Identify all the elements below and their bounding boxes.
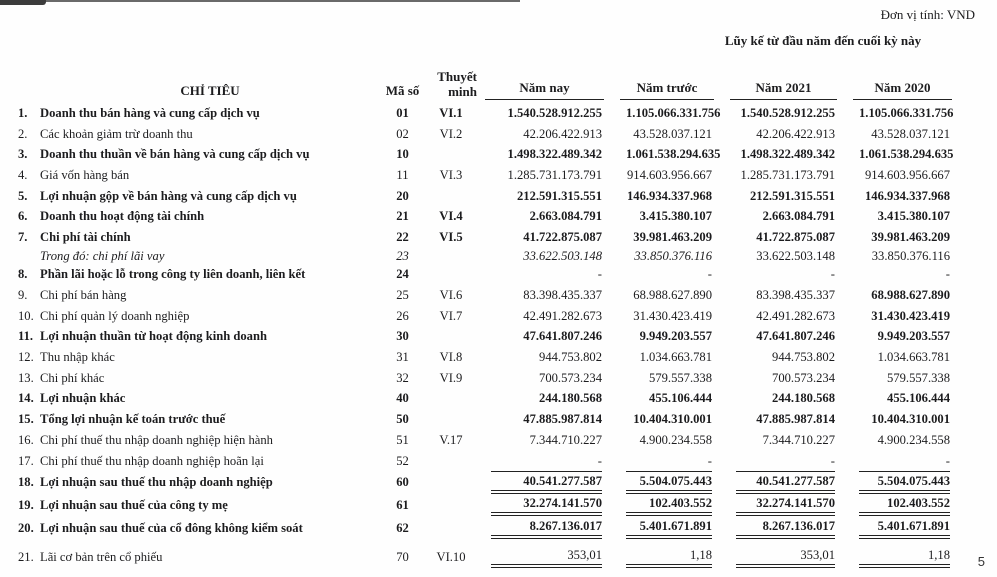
cell-value: - — [945, 267, 950, 282]
row-note: VI.9 — [439, 370, 463, 385]
value-nam-nay — [477, 124, 612, 145]
value-nam-2020 — [845, 347, 960, 368]
cell-value: 10.404.310.001 — [871, 412, 950, 427]
value-nam-2020 — [845, 206, 960, 227]
value-nam-2021 — [722, 306, 845, 327]
header-nam-2021: Năm 2021 — [722, 56, 845, 100]
row-label: Chi phí quản lý doanh nghiệp — [40, 308, 190, 323]
cell-value: 1.285.731.173.791 — [507, 168, 602, 183]
value-nam-nay — [477, 494, 612, 517]
value-nam-2021 — [722, 368, 845, 389]
row-number: 8. — [18, 267, 28, 282]
value-nam-2020 — [845, 326, 960, 347]
value-nam-2021 — [722, 206, 845, 227]
table-row — [0, 368, 997, 389]
cell-value: 102.403.552 — [859, 495, 950, 517]
value-nam-nay — [477, 471, 612, 494]
row-number: 15. — [18, 412, 34, 427]
cell-value: 455.106.444 — [887, 391, 950, 406]
value-nam-2021 — [722, 285, 845, 306]
cell-value: - — [830, 267, 835, 282]
row-note: VI.10 — [436, 549, 466, 564]
header-spacer — [0, 56, 40, 100]
row-number: 21. — [18, 549, 34, 564]
row-note: VI.4 — [439, 209, 463, 224]
row-code: 30 — [396, 329, 409, 344]
value-nam-nay — [477, 206, 612, 227]
value-nam-truoc — [612, 124, 722, 145]
value-nam-2020 — [845, 103, 960, 124]
row-code: 22 — [396, 230, 409, 245]
value-nam-truoc — [612, 206, 722, 227]
page-number: 5 — [977, 554, 985, 569]
value-nam-truoc — [612, 494, 722, 517]
cell-value: 41.722.875.087 — [523, 230, 602, 245]
row-code: 11 — [396, 168, 409, 183]
row-number: 3. — [18, 147, 28, 162]
cell-value: 68.988.627.890 — [633, 288, 712, 303]
cell-value: 914.603.956.667 — [864, 168, 950, 183]
cell-value: 1.498.322.489.342 — [740, 147, 835, 162]
row-note: VI.3 — [439, 168, 463, 183]
value-nam-truoc — [612, 227, 722, 248]
value-nam-nay — [477, 326, 612, 347]
row-code: 52 — [396, 453, 409, 468]
row-code: 02 — [396, 126, 409, 141]
value-nam-2021 — [722, 545, 845, 569]
row-label: Chi phí bán hàng — [40, 288, 127, 303]
cell-value: 47.885.987.814 — [756, 412, 835, 427]
row-note: VI.7 — [439, 308, 463, 323]
row-label: Doanh thu bán hàng và cung cấp dịch vụ — [40, 106, 260, 121]
cell-value: 1.105.066.331.756 — [859, 106, 954, 121]
value-nam-truoc — [612, 144, 722, 165]
value-nam-2021 — [722, 347, 845, 368]
row-label: Tổng lợi nhuận kế toán trước thuế — [40, 412, 226, 427]
value-nam-truoc — [612, 264, 722, 285]
value-nam-truoc — [612, 165, 722, 186]
row-label: Doanh thu thuần về bán hàng và cung cấp dịch vụ — [40, 147, 310, 162]
row-code: 01 — [396, 106, 409, 121]
table-row — [0, 227, 997, 248]
value-nam-truoc — [612, 326, 722, 347]
cell-value: 31.430.423.419 — [871, 308, 950, 323]
table-row — [0, 165, 997, 186]
row-number: 14. — [18, 391, 34, 406]
cell-value: 4.900.234.558 — [877, 432, 950, 447]
cell-value: 32.274.141.570 — [736, 495, 835, 517]
row-code: 32 — [396, 370, 409, 385]
cell-value: 2.663.084.791 — [529, 209, 602, 224]
cell-value: 1.105.066.331.756 — [626, 106, 721, 121]
cell-value: 244.180.568 — [772, 391, 835, 406]
cell-value: 33.850.376.116 — [871, 249, 950, 264]
value-nam-2020 — [845, 186, 960, 207]
value-nam-nay — [477, 545, 612, 569]
cell-value: 7.344.710.227 — [762, 432, 835, 447]
cell-value: 5.401.671.891 — [859, 518, 950, 540]
row-note: V.17 — [439, 432, 463, 447]
value-nam-2021 — [722, 326, 845, 347]
cell-value: 1.034.663.781 — [639, 350, 712, 365]
cell-value: 244.180.568 — [539, 391, 602, 406]
cell-value: 1,18 — [626, 546, 712, 568]
value-nam-truoc — [612, 186, 722, 207]
value-nam-2021 — [722, 248, 845, 266]
cumulative-period-header — [688, 33, 958, 49]
cell-value: - — [597, 267, 602, 282]
cell-value: 212.591.315.551 — [516, 188, 602, 203]
value-nam-truoc — [612, 409, 722, 430]
cell-value: 5.504.075.443 — [859, 471, 950, 494]
row-label: Lợi nhuận sau thuế của công ty mẹ — [40, 498, 228, 513]
cell-value: 42.491.282.673 — [756, 308, 835, 323]
table-body — [0, 103, 997, 569]
value-nam-2021 — [722, 388, 845, 409]
cell-value: 944.753.802 — [539, 350, 602, 365]
cell-value: 700.573.234 — [772, 370, 835, 385]
value-nam-2020 — [845, 471, 960, 494]
unit-label: Đơn vị tính: VND — [880, 7, 975, 22]
row-note: VI.1 — [439, 106, 463, 121]
cell-value: 68.988.627.890 — [871, 288, 950, 303]
cell-value: 102.403.552 — [626, 495, 712, 517]
row-note: VI.5 — [439, 230, 463, 245]
scan-artifact-blob — [0, 0, 46, 5]
cell-value: 1.061.538.294.635 — [859, 147, 954, 162]
value-nam-truoc — [612, 517, 722, 540]
cell-value: 83.398.435.337 — [523, 288, 602, 303]
value-nam-nay — [477, 388, 612, 409]
value-nam-nay — [477, 347, 612, 368]
row-number: 2. — [18, 126, 28, 141]
row-label: Phần lãi hoặc lỗ trong công ty liên doanh, liên kết — [40, 267, 306, 282]
row-number: 18. — [18, 475, 34, 490]
value-nam-truoc — [612, 103, 722, 124]
row-number: 12. — [18, 350, 34, 365]
cell-value: 353,01 — [736, 546, 835, 568]
table-row — [0, 388, 997, 409]
table-header-row — [0, 56, 997, 100]
table-row — [0, 264, 997, 285]
table-row — [0, 347, 997, 368]
row-code: 24 — [396, 267, 409, 282]
cell-value: 39.981.463.209 — [633, 230, 712, 245]
row-label: Lợi nhuận sau thuế thu nhập doanh nghiệp — [40, 475, 273, 490]
row-code: 10 — [396, 147, 409, 162]
value-nam-nay — [477, 227, 612, 248]
cell-value: 39.981.463.209 — [871, 230, 950, 245]
cell-value: 2.663.084.791 — [762, 209, 835, 224]
row-code: 60 — [396, 475, 409, 490]
cell-value: 579.557.338 — [649, 370, 712, 385]
table-row — [0, 451, 997, 472]
row-label: Lợi nhuận thuần từ hoạt động kinh doanh — [40, 329, 267, 344]
row-label: Giá vốn hàng bán — [40, 168, 130, 183]
header-code: Mã số — [385, 83, 420, 98]
value-nam-2021 — [722, 124, 845, 145]
value-nam-nay — [477, 186, 612, 207]
value-nam-2021 — [722, 103, 845, 124]
row-note: VI.6 — [439, 288, 463, 303]
cell-value: 32.274.141.570 — [491, 495, 602, 517]
cell-value: 1.285.731.173.791 — [740, 168, 835, 183]
row-code: 25 — [396, 288, 409, 303]
value-nam-2021 — [722, 517, 845, 540]
row-code: 21 — [396, 209, 409, 224]
cell-value: 9.949.203.557 — [639, 329, 712, 344]
row-code: 62 — [396, 521, 409, 536]
table-row — [0, 124, 997, 145]
row-code: 26 — [396, 308, 409, 323]
row-number: 1. — [18, 106, 28, 121]
cell-value: 1.034.663.781 — [877, 350, 950, 365]
row-label: Lợi nhuận sau thuế của cổ đông không kiểm soát — [40, 521, 303, 536]
table-row — [0, 206, 997, 227]
row-number: 10. — [18, 308, 34, 323]
value-nam-2020 — [845, 124, 960, 145]
cell-value: 47.641.807.246 — [756, 329, 835, 344]
table-row — [0, 409, 997, 430]
cumulative-period-text: Lũy kế từ đầu năm đến cuối kỳ này — [724, 33, 922, 48]
value-nam-2021 — [722, 144, 845, 165]
cell-value: 8.267.136.017 — [491, 518, 602, 540]
cell-value: 43.528.037.121 — [871, 126, 950, 141]
value-nam-nay — [477, 409, 612, 430]
row-code: 70 — [396, 549, 409, 564]
cell-value: 1.498.322.489.342 — [507, 147, 602, 162]
header-note: Thuyết minh — [437, 69, 477, 99]
cell-value: 33.622.503.148 — [523, 249, 602, 264]
row-note: VI.2 — [439, 126, 463, 141]
row-number: 4. — [18, 168, 28, 183]
value-nam-2020 — [845, 545, 960, 569]
cell-value: 47.641.807.246 — [523, 329, 602, 344]
value-nam-truoc — [612, 388, 722, 409]
value-nam-nay — [477, 248, 612, 266]
value-nam-nay — [477, 306, 612, 327]
value-nam-2020 — [845, 409, 960, 430]
header-item: CHỈ TIÊU — [180, 83, 240, 98]
table-row — [0, 144, 997, 165]
value-nam-truoc — [612, 306, 722, 327]
value-nam-truoc — [612, 248, 722, 266]
cell-value: - — [597, 453, 602, 468]
table-row — [0, 517, 997, 540]
row-number: 17. — [18, 453, 34, 468]
value-nam-nay — [477, 430, 612, 451]
value-nam-2020 — [845, 285, 960, 306]
header-nam-truoc: Năm trước — [612, 56, 722, 100]
table-row — [0, 471, 997, 494]
row-code: 50 — [396, 412, 409, 427]
cell-value: 353,01 — [491, 546, 602, 568]
value-nam-truoc — [612, 368, 722, 389]
cell-value: 4.900.234.558 — [639, 432, 712, 447]
value-nam-2020 — [845, 517, 960, 540]
row-label: Chi phí tài chính — [40, 230, 131, 245]
table-row — [0, 540, 997, 569]
cell-value: 8.267.136.017 — [736, 518, 835, 540]
value-nam-2020 — [845, 388, 960, 409]
table-row — [0, 186, 997, 207]
value-nam-2021 — [722, 409, 845, 430]
value-nam-2021 — [722, 451, 845, 472]
cell-value: 5.401.671.891 — [626, 518, 712, 540]
cell-value: 10.404.310.001 — [633, 412, 712, 427]
scan-artifact-strip — [0, 0, 520, 2]
cell-value: 1.061.538.294.635 — [626, 147, 721, 162]
cell-value: 40.541.277.587 — [736, 471, 835, 494]
row-number: 9. — [18, 288, 28, 303]
value-nam-nay — [477, 144, 612, 165]
value-nam-nay — [477, 368, 612, 389]
value-nam-nay — [477, 165, 612, 186]
row-label: Chi phí khác — [40, 370, 105, 385]
row-label: Lãi cơ bản trên cổ phiếu — [40, 549, 163, 564]
row-number: 6. — [18, 209, 28, 224]
row-number: 20. — [18, 521, 34, 536]
cell-value: 33.850.376.116 — [634, 249, 712, 264]
cell-value: 43.528.037.121 — [633, 126, 712, 141]
value-nam-nay — [477, 451, 612, 472]
value-nam-2021 — [722, 227, 845, 248]
row-label: Các khoản giảm trừ doanh thu — [40, 126, 193, 141]
row-code: 51 — [396, 432, 409, 447]
table-row — [0, 248, 997, 265]
row-number: 16. — [18, 432, 34, 447]
cell-value: 31.430.423.419 — [633, 308, 712, 323]
value-nam-2020 — [845, 368, 960, 389]
value-nam-truoc — [612, 451, 722, 472]
value-nam-nay — [477, 264, 612, 285]
cell-value: 47.885.987.814 — [523, 412, 602, 427]
value-nam-2020 — [845, 264, 960, 285]
value-nam-2020 — [845, 430, 960, 451]
value-nam-truoc — [612, 285, 722, 306]
cell-value: 914.603.956.667 — [626, 168, 712, 183]
cell-value: 33.622.503.148 — [756, 249, 835, 264]
cell-value: - — [945, 453, 950, 468]
cell-value: 944.753.802 — [772, 350, 835, 365]
row-label: Doanh thu hoạt động tài chính — [40, 209, 205, 224]
value-nam-2020 — [845, 451, 960, 472]
value-nam-nay — [477, 103, 612, 124]
value-nam-truoc — [612, 347, 722, 368]
value-nam-nay — [477, 517, 612, 540]
cell-value: 212.591.315.551 — [749, 188, 835, 203]
value-nam-2020 — [845, 227, 960, 248]
row-label: Chi phí thuế thu nhập doanh nghiệp hoãn lại — [40, 453, 264, 468]
cell-value: 700.573.234 — [539, 370, 602, 385]
row-label: Chi phí thuế thu nhập doanh nghiệp hiện hành — [40, 432, 273, 447]
table-row — [0, 494, 997, 517]
cell-value: 1,18 — [859, 546, 950, 568]
value-nam-2020 — [845, 494, 960, 517]
row-code: 23 — [396, 249, 409, 264]
cell-value: - — [707, 453, 712, 468]
cell-value: 83.398.435.337 — [756, 288, 835, 303]
cell-value: 41.722.875.087 — [756, 230, 835, 245]
value-nam-2021 — [722, 430, 845, 451]
table-row — [0, 430, 997, 451]
value-nam-truoc — [612, 430, 722, 451]
row-code: 20 — [396, 188, 409, 203]
table-row — [0, 306, 997, 327]
cell-value: 455.106.444 — [649, 391, 712, 406]
table-row — [0, 103, 997, 124]
value-nam-nay — [477, 285, 612, 306]
value-nam-2021 — [722, 264, 845, 285]
row-code: 40 — [396, 391, 409, 406]
table-row — [0, 285, 997, 306]
table-row — [0, 326, 997, 347]
value-nam-2020 — [845, 248, 960, 266]
cell-value: 9.949.203.557 — [877, 329, 950, 344]
cell-value: 1.540.528.912.255 — [507, 106, 602, 121]
row-number: 7. — [18, 230, 28, 245]
row-label: Lợi nhuận gộp về bán hàng và cung cấp dịch vụ — [40, 188, 297, 203]
row-number: 11. — [18, 329, 34, 344]
value-nam-2021 — [722, 165, 845, 186]
value-nam-2021 — [722, 186, 845, 207]
cell-value: 146.934.337.968 — [864, 188, 950, 203]
cell-value: 42.206.422.913 — [756, 126, 835, 141]
cell-value: 7.344.710.227 — [529, 432, 602, 447]
row-number: 5. — [18, 188, 28, 203]
header-spacer — [960, 56, 997, 100]
cell-value: - — [830, 453, 835, 468]
value-nam-2020 — [845, 144, 960, 165]
cell-value: 3.415.380.107 — [877, 209, 950, 224]
value-nam-2020 — [845, 306, 960, 327]
cell-value: 1.540.528.912.255 — [740, 106, 835, 121]
value-nam-truoc — [612, 471, 722, 494]
row-code: 31 — [396, 350, 409, 365]
value-nam-truoc — [612, 545, 722, 569]
value-nam-2021 — [722, 471, 845, 494]
row-label: Lợi nhuận khác — [40, 391, 126, 406]
row-label: Trong đó: chi phí lãi vay — [40, 249, 165, 264]
row-number: 13. — [18, 370, 34, 385]
header-nam-2020: Năm 2020 — [845, 56, 960, 100]
row-code: 61 — [396, 498, 409, 513]
cell-value: 579.557.338 — [887, 370, 950, 385]
cell-value: 146.934.337.968 — [626, 188, 712, 203]
cell-value: 42.206.422.913 — [523, 126, 602, 141]
row-label: Thu nhập khác — [40, 350, 115, 365]
value-nam-2021 — [722, 494, 845, 517]
cell-value: 3.415.380.107 — [639, 209, 712, 224]
header-nam-nay: Năm nay — [477, 56, 612, 100]
row-number: 19. — [18, 498, 34, 513]
cell-value: - — [707, 267, 712, 282]
cell-value: 40.541.277.587 — [491, 471, 602, 494]
row-note: VI.8 — [439, 350, 463, 365]
value-nam-2020 — [845, 165, 960, 186]
cell-value: 5.504.075.443 — [626, 471, 712, 494]
cell-value: 42.491.282.673 — [523, 308, 602, 323]
